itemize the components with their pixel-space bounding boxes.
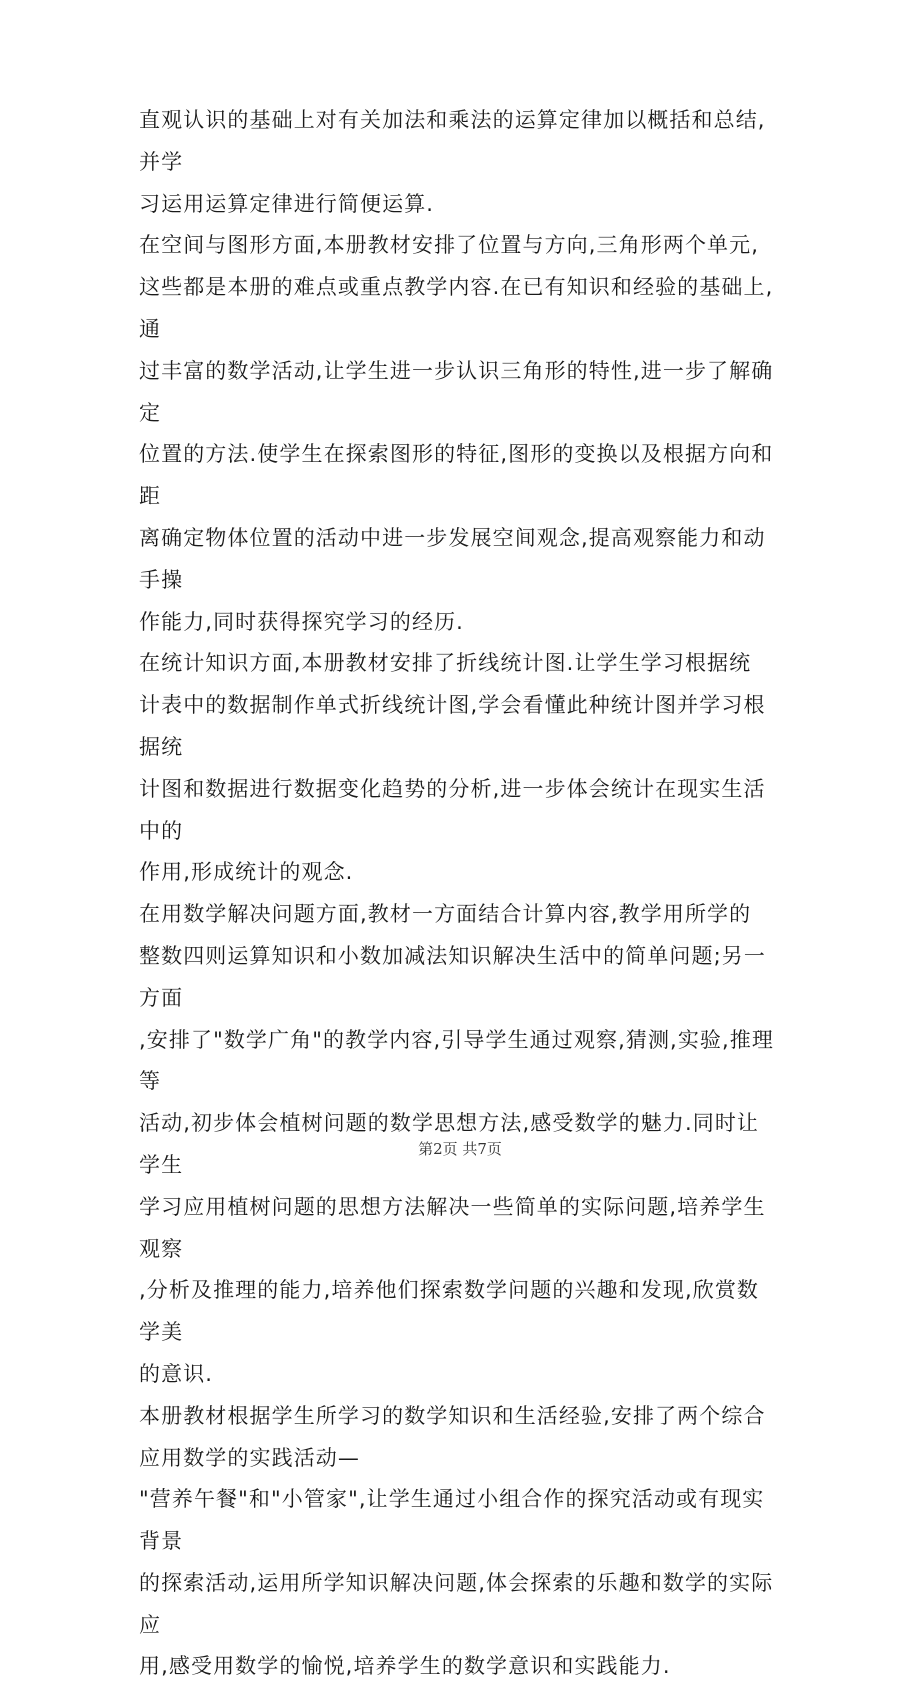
body-text	[139, 100, 781, 1688]
paragraph: 直观认识的基础上对有关加法和乘法的运算定律加以概括和总结,并学 习运用运算定律进行简便运算.	[139, 108, 766, 216]
page-number-footer: 第2页 共7页	[418, 1140, 502, 1158]
paragraph: 在用数学解决问题方面,教材一方面结合计算内容,教学用所学的 整数四则运算知识和小数加减法知识解决生活中的简单问题;另一方面 ,安排了"数学广角"的教学内容,引导学生通过观察,猜测,实验,推理等 活动,初步体会植树问题的数学思想方法,感受数学的魅力.同时让学生 学习应用植树问题的思想方法解决一些简单的实际问题,培养学生观察 ,分析及推理的能力,培养他们探索数学问题的兴趣和发现,欣赏数学美 的意识.	[139, 902, 774, 1386]
paragraph: 在空间与图形方面,本册教材安排了位置与方向,三角形两个单元, 这些都是本册的难点或重点教学内容.在已有知识和经验的基础上,通 过丰富的数学活动,让学生进一步认识三角形的特性,进一步了解确定 位置的方法.使学生在探索图形的特征,图形的变换以及根据方向和距 离确定物体位置的活动中进一步发展空间观念,提高观察能力和动手操 作能力,同时获得探究学习的经历.	[139, 233, 774, 634]
paragraph: 在统计知识方面,本册教材安排了折线统计图.让学生学习根据统 计表中的数据制作单式折线统计图,学会看懂此种统计图并学习根据统 计图和数据进行数据变化趋势的分析,进一步体会统计在现实生活中的 作用,形成统计的观念.	[139, 651, 766, 885]
paragraph: 本册教材根据学生所学习的数学知识和生活经验,安排了两个综合 应用数学的实践活动— "营养午餐"和"小管家",让学生通过小组合作的探究活动或有现实背景 的探索活动,运用所学知识解决问题,体会探索的乐趣和数学的实际应 用,感受用数学的愉悦,培养学生的数学意识和实践能力.	[139, 1403, 774, 1679]
